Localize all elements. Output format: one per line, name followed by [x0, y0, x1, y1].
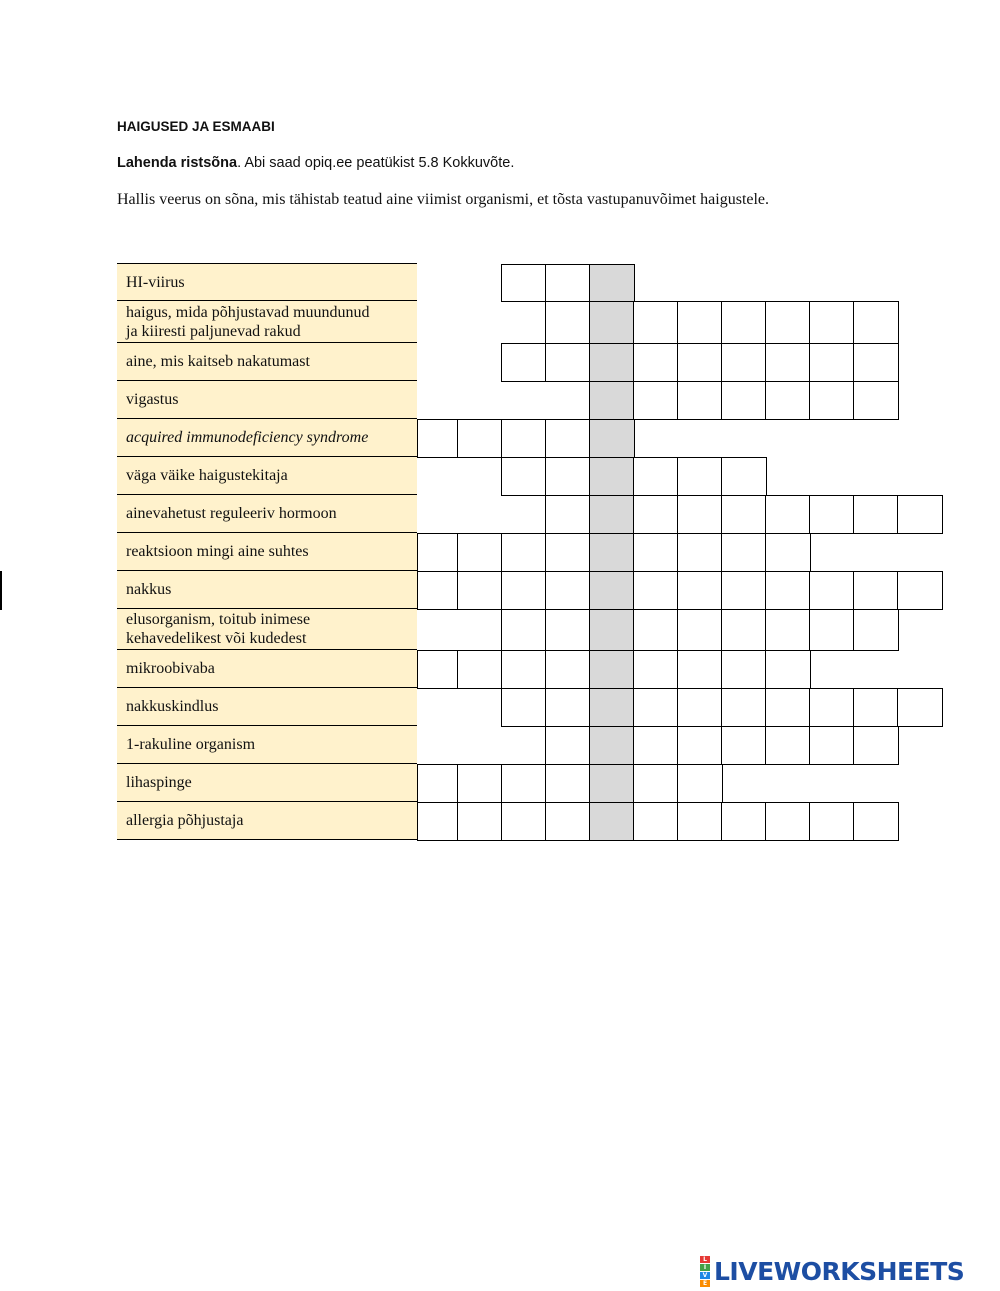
clue-10-line1: elusorganism, toitub inimese [126, 611, 311, 628]
answer-cell-r10-c6[interactable] [633, 609, 679, 651]
answer-cell-r12-c12[interactable] [897, 688, 943, 727]
clue-5 [117, 419, 417, 457]
answer-cell-r6-c4[interactable] [545, 457, 591, 496]
answer-cell-r14-c2[interactable] [457, 764, 503, 803]
answer-cell-r9-c13[interactable] [0, 571, 2, 610]
clue-3 [117, 343, 417, 381]
answer-cell-r4-c7[interactable] [677, 381, 723, 420]
answer-cell-r7-c5[interactable] [589, 495, 635, 534]
instruction-bold: Lahenda ristsõna [117, 155, 238, 171]
clue-9 [117, 571, 417, 609]
answer-cell-r15-c8[interactable] [721, 802, 767, 841]
answer-cell-r9-c11[interactable] [853, 571, 899, 610]
answer-cell-r14-c3[interactable] [501, 764, 547, 803]
logo-block-i: I [700, 1264, 710, 1271]
answer-cell-r12-c5[interactable] [589, 688, 635, 727]
answer-cell-r10-c4[interactable] [545, 609, 591, 651]
answer-cell-r10-c10[interactable] [809, 609, 855, 651]
answer-cell-r15-c3[interactable] [501, 802, 547, 841]
answer-cell-r9-c6[interactable] [633, 571, 679, 610]
answer-cell-r11-c3[interactable] [501, 650, 547, 689]
answer-cell-r4-c6[interactable] [633, 381, 679, 420]
clue-11 [117, 650, 417, 688]
answer-cell-r8-c6[interactable] [633, 533, 679, 572]
clue-12-text: nakkuskindlus [126, 698, 219, 715]
answer-cell-r3-c11[interactable] [853, 343, 899, 382]
answer-cell-r3-c3[interactable] [501, 343, 547, 382]
answer-cell-r12-c7[interactable] [677, 688, 723, 727]
answer-cell-r9-c2[interactable] [457, 571, 503, 610]
answer-cell-r9-c4[interactable] [545, 571, 591, 610]
answer-cell-r8-c3[interactable] [501, 533, 547, 572]
answer-cell-r3-c5[interactable] [589, 343, 635, 382]
answer-cell-r12-c3[interactable] [501, 688, 547, 727]
logo-text: LIVEWORKSHEETS [714, 1256, 965, 1286]
answer-cell-r4-c8[interactable] [721, 381, 767, 420]
answer-cell-r8-c1[interactable] [417, 533, 459, 572]
logo-block-l: L [700, 1256, 710, 1263]
answer-cell-r11-c1[interactable] [417, 650, 459, 689]
answer-cell-r9-c9[interactable] [765, 571, 811, 610]
answer-cell-r9-c12[interactable] [897, 571, 943, 610]
answer-cell-r2-c10[interactable] [809, 301, 855, 344]
answer-cell-r15-c9[interactable] [765, 802, 811, 841]
answer-cell-r9-c1[interactable] [417, 571, 459, 610]
answer-cell-r13-c10[interactable] [809, 726, 855, 765]
clue-11-text: mikroobivaba [126, 660, 215, 677]
answer-cell-r7-c8[interactable] [721, 495, 767, 534]
answer-cell-r5-c2[interactable] [457, 419, 503, 458]
clue-2-line1: haigus, mida põhjustavad muundunud [126, 303, 370, 321]
answer-cell-r8-c2[interactable] [457, 533, 503, 572]
answer-cell-r7-c12[interactable] [897, 495, 943, 534]
clue-10-line2: kehavedelikest või kudedest [126, 630, 307, 647]
clue-6 [117, 457, 417, 495]
clue-4 [117, 381, 417, 419]
answer-cell-r6-c5[interactable] [589, 457, 635, 496]
answer-cell-r10-c3[interactable] [501, 609, 547, 651]
clue-7 [117, 495, 417, 533]
answer-cell-r4-c11[interactable] [853, 381, 899, 420]
answer-cell-r9-c3[interactable] [501, 571, 547, 610]
answer-cell-r8-c4[interactable] [545, 533, 591, 572]
clue-6-text: väga väike haigustekitaja [126, 467, 288, 484]
answer-cell-r4-c10[interactable] [809, 381, 855, 420]
instruction-line [117, 155, 514, 171]
answer-cell-r13-c11[interactable] [853, 726, 899, 765]
answer-cell-r7-c11[interactable] [853, 495, 899, 534]
clue-5-text: acquired immunodeficiency syndrome [126, 429, 369, 446]
answer-cell-r13-c5[interactable] [589, 726, 635, 765]
clue-9-text: nakkus [126, 581, 172, 598]
answer-cell-r7-c10[interactable] [809, 495, 855, 534]
answer-cell-r11-c9[interactable] [765, 650, 811, 689]
answer-cell-r10-c7[interactable] [677, 609, 723, 651]
clue-2 [117, 301, 417, 343]
answer-cell-r15-c2[interactable] [457, 802, 503, 841]
answer-cell-r11-c4[interactable] [545, 650, 591, 689]
answer-cell-r11-c2[interactable] [457, 650, 503, 689]
instruction-rest: . Abi saad opiq.ee peatükist 5.8 Kokkuvõte. [237, 155, 515, 171]
answer-cell-r3-c8[interactable] [721, 343, 767, 382]
answer-cell-r14-c4[interactable] [545, 764, 591, 803]
answer-cell-r9-c10[interactable] [809, 571, 855, 610]
answer-cell-r10-c11[interactable] [853, 609, 899, 651]
answer-cell-r7-c4[interactable] [545, 495, 591, 534]
answer-cell-r5-c4[interactable] [545, 419, 591, 458]
answer-cell-r5-c3[interactable] [501, 419, 547, 458]
answer-cell-r13-c6[interactable] [633, 726, 679, 765]
answer-cell-r8-c7[interactable] [677, 533, 723, 572]
answer-cell-r10-c5[interactable] [589, 609, 635, 651]
answer-cell-r10-c8[interactable] [721, 609, 767, 651]
logo-block-v: V [700, 1272, 710, 1279]
answer-cell-r2-c7[interactable] [677, 301, 723, 344]
answer-cell-r7-c7[interactable] [677, 495, 723, 534]
answer-cell-r6-c8[interactable] [721, 457, 767, 496]
answer-cell-r6-c6[interactable] [633, 457, 679, 496]
liveworksheets-logo [700, 1254, 964, 1288]
answer-cell-r4-c9[interactable] [765, 381, 811, 420]
answer-cell-r11-c8[interactable] [721, 650, 767, 689]
answer-cell-r12-c8[interactable] [721, 688, 767, 727]
answer-cell-r2-c5[interactable] [589, 301, 635, 344]
answer-cell-r12-c4[interactable] [545, 688, 591, 727]
answer-cell-r14-c5[interactable] [589, 764, 635, 803]
answer-cell-r2-c6[interactable] [633, 301, 679, 344]
clue-15-text: allergia põhjustaja [126, 812, 244, 829]
answer-cell-r13-c4[interactable] [545, 726, 591, 765]
answer-cell-r3-c7[interactable] [677, 343, 723, 382]
answer-cell-r8-c9[interactable] [765, 533, 811, 572]
answer-cell-r6-c7[interactable] [677, 457, 723, 496]
answer-cell-r9-c8[interactable] [721, 571, 767, 610]
answer-cell-r7-c6[interactable] [633, 495, 679, 534]
worksheet-title: HAIGUSED JA ESMAABI [117, 119, 275, 134]
answer-cell-r15-c11[interactable] [853, 802, 899, 841]
answer-cell-r12-c6[interactable] [633, 688, 679, 727]
answer-cell-r15-c6[interactable] [633, 802, 679, 841]
answer-cell-r4-c5[interactable] [589, 381, 635, 420]
answer-cell-r12-c11[interactable] [853, 688, 899, 727]
clue-1 [117, 264, 417, 301]
clue-3-text: aine, mis kaitseb nakatumast [126, 353, 310, 370]
clue-10 [117, 609, 417, 650]
description-line: Hallis veerus on sõna, mis tähistab teatud aine viimist organismi, et tõsta vastupanuvõimet haigustele. [117, 191, 770, 208]
answer-cell-r11-c7[interactable] [677, 650, 723, 689]
answer-cell-r1-c4[interactable] [545, 264, 591, 302]
answer-cell-r3-c4[interactable] [545, 343, 591, 382]
answer-cell-r8-c8[interactable] [721, 533, 767, 572]
answer-cell-r15-c5[interactable] [589, 802, 635, 841]
clue-13-text: 1-rakuline organism [126, 736, 256, 753]
answer-cell-r15-c4[interactable] [545, 802, 591, 841]
answer-cell-r14-c6[interactable] [633, 764, 679, 803]
clue-12 [117, 688, 417, 726]
answer-cell-r2-c8[interactable] [721, 301, 767, 344]
answer-cell-r1-c3[interactable] [501, 264, 547, 302]
clue-2-line2: ja kiiresti paljunevad rakud [126, 322, 301, 340]
answer-cell-r14-c1[interactable] [417, 764, 459, 803]
clue-13 [117, 726, 417, 764]
answer-cell-r7-c9[interactable] [765, 495, 811, 534]
clue-4-text: vigastus [126, 391, 179, 408]
answer-cell-r13-c8[interactable] [721, 726, 767, 765]
answer-cell-r15-c7[interactable] [677, 802, 723, 841]
answer-cell-r11-c5[interactable] [589, 650, 635, 689]
clue-7-text: ainevahetust reguleeriv hormoon [126, 505, 337, 522]
answer-cell-r1-c5[interactable] [589, 264, 635, 302]
answer-cell-r15-c10[interactable] [809, 802, 855, 841]
answer-cell-r15-c1[interactable] [417, 802, 459, 841]
logo-block-e: E [700, 1280, 710, 1287]
answer-cell-r11-c6[interactable] [633, 650, 679, 689]
answer-cell-r13-c9[interactable] [765, 726, 811, 765]
clue-14 [117, 764, 417, 802]
logo-blocks-icon [700, 1256, 710, 1287]
answer-cell-r12-c10[interactable] [809, 688, 855, 727]
answer-cell-r12-c9[interactable] [765, 688, 811, 727]
answer-cell-r2-c11[interactable] [853, 301, 899, 344]
answer-cell-r2-c4[interactable] [545, 301, 591, 344]
answer-cell-r13-c7[interactable] [677, 726, 723, 765]
answer-cell-r10-c9[interactable] [765, 609, 811, 651]
answer-cell-r5-c1[interactable] [417, 419, 459, 458]
answer-cell-r9-c7[interactable] [677, 571, 723, 610]
clue-14-text: lihaspinge [126, 774, 192, 791]
clue-8 [117, 533, 417, 571]
answer-cell-r9-c5[interactable] [589, 571, 635, 610]
answer-cell-r8-c5[interactable] [589, 533, 635, 572]
answer-cell-r5-c5[interactable] [589, 419, 635, 458]
answer-cell-r3-c10[interactable] [809, 343, 855, 382]
answer-cell-r6-c3[interactable] [501, 457, 547, 496]
answer-cell-r2-c9[interactable] [765, 301, 811, 344]
answer-cell-r14-c7[interactable] [677, 764, 723, 803]
clue-8-text: reaktsioon mingi aine suhtes [126, 543, 309, 560]
clue-1-text: HI-viirus [126, 273, 185, 291]
answer-cell-r3-c9[interactable] [765, 343, 811, 382]
answer-cell-r3-c6[interactable] [633, 343, 679, 382]
clue-15 [117, 802, 417, 840]
